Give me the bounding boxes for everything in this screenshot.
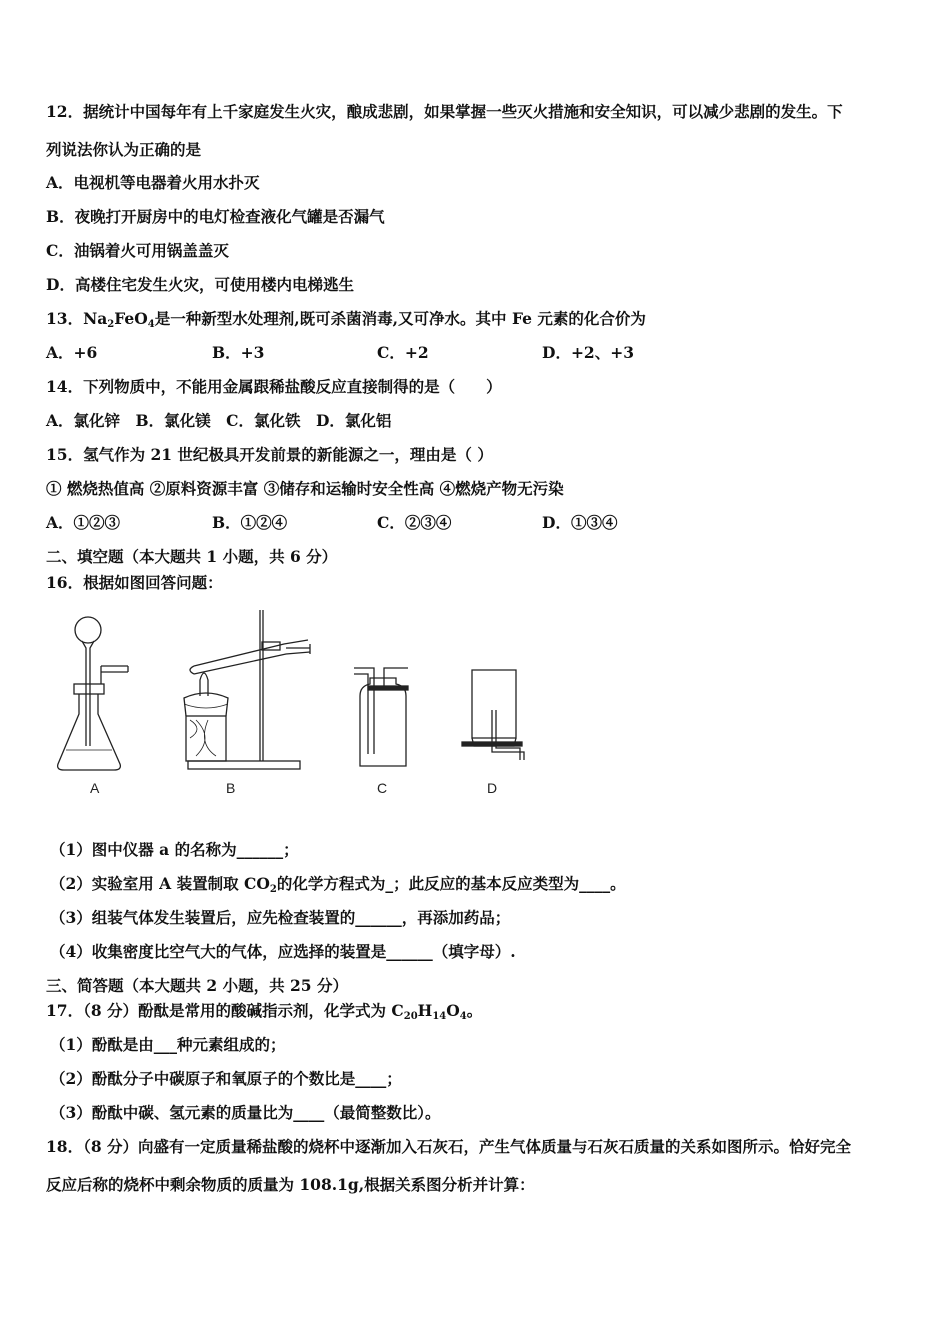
q13-option-d: D．+2、+3 [542, 343, 634, 362]
formula-h: H [417, 1001, 433, 1020]
formula-o: O [446, 1001, 460, 1020]
figure-label-a: A [90, 780, 100, 796]
apparatus-figure [48, 604, 528, 810]
q15-option-b: B．①②④ [212, 513, 288, 532]
q12-option-a: A．电视机等电器着火用水扑灭 [46, 173, 260, 192]
q12-option-c: C．油锅着火可用锅盖盖灭 [46, 241, 229, 260]
q15-reasons: ① 燃烧热值高 ②原料资源丰富 ③储存和运输时安全性高 ④燃烧产物无污染 [46, 479, 564, 498]
apparatus-a [58, 617, 128, 770]
formula-sub: 20 [403, 1011, 418, 1022]
apparatus-c [354, 668, 408, 766]
figure-label-d: D [487, 780, 498, 796]
q17-stem-text: 17．（8 分）酚酞是常用的酸碱指示剂，化学式为 C [46, 1001, 404, 1020]
q14-options: A．氯化锌 B．氯化镁 C．氯化铁 D．氯化铝 [46, 411, 392, 430]
formula-sub: 4 [147, 319, 155, 330]
q12-stem-line1: 12．据统计中国每年有上千家庭发生火灾，酿成悲剧，如果掌握一些灭火措施和安全知识，可以减少悲剧的发生。下 [46, 102, 843, 121]
q14-stem: 14．下列物质中，不能用金属跟稀盐酸反应直接制得的是（ ） [46, 377, 502, 396]
apparatus-b [184, 610, 310, 769]
section-3-title: 三、简答题（本大题共 2 小题，共 25 分） [46, 976, 348, 995]
q12-option-d: D．高楼住宅发生火灾，可使用楼内电梯逃生 [46, 275, 354, 294]
q13-stem-rest: 是一种新型水处理剂,既可杀菌消毒,又可净水。其中 Fe 元素的化合价为 [154, 309, 646, 328]
apparatus-drawing [48, 604, 528, 810]
q17-stem-end: 。 [466, 1001, 483, 1020]
q18-line2: 反应后称的烧杯中剩余物质的质量为 108.1g,根据关系图分析并计算： [46, 1175, 535, 1194]
q17-sub3: （3）酚酞中碳、氢元素的质量比为____（最简整数比）。 [50, 1103, 441, 1122]
q12-stem-line2: 列说法你认为正确的是 [46, 140, 202, 159]
q13-number: 13． [46, 309, 84, 328]
q15-option-a: A．①②③ [46, 513, 121, 532]
q17-stem [46, 1001, 482, 1021]
q16-sub2-part1: （2）实验室用 A 装置制取 CO [50, 874, 270, 893]
q13-option-a: A．+6 [46, 343, 98, 362]
q16-sub1: （1）图中仪器 a 的名称为______； [50, 840, 299, 859]
q16-sub4: （4）收集密度比空气大的气体，应选择的装置是______（填字母）. [50, 942, 516, 961]
figure-label-b: B [226, 780, 236, 796]
q13-stem [46, 309, 646, 329]
figure-label-c: C [377, 780, 388, 796]
q15-option-d: D．①③④ [542, 513, 618, 532]
q18-line1: 18．（8 分）向盛有一定质量稀盐酸的烧杯中逐渐加入石灰石，产生气体质量与石灰石质量的关系如图所示。恰好完全 [46, 1137, 852, 1156]
q13-option-c: C．+2 [377, 343, 429, 362]
q16-sub2-part2: 的化学方程式为_；此反应的基本反应类型为____。 [276, 874, 626, 893]
q16-sub3: （3）组装气体发生装置后，应先检查装置的______，再添加药品； [50, 908, 511, 927]
formula-sub: 2 [107, 319, 115, 330]
q13-option-b: B．+3 [212, 343, 265, 362]
q17-sub2: （2）酚酞分子中碳原子和氧原子的个数比是____； [50, 1069, 402, 1088]
formula-sub: 2 [269, 884, 277, 895]
q15-stem: 15．氢气作为 21 世纪极具开发前景的新能源之一，理由是（ ） [46, 445, 493, 464]
q12-option-b: B．夜晚打开厨房中的电灯检查液化气罐是否漏气 [46, 207, 385, 226]
formula-sub: 14 [432, 1011, 447, 1022]
q17-sub1: （1）酚酞是由___种元素组成的； [50, 1035, 286, 1054]
formula-sub: 4 [459, 1011, 467, 1022]
q16-stem: 16．根据如图回答问题： [46, 573, 223, 592]
q16-sub2 [50, 874, 626, 894]
formula-na: Na [83, 309, 108, 328]
q15-option-c: C．②③④ [377, 513, 452, 532]
apparatus-d [462, 670, 524, 760]
section-2-title: 二、填空题（本大题共 1 小题，共 6 分） [46, 547, 338, 566]
formula-feo: FeO [114, 309, 148, 328]
